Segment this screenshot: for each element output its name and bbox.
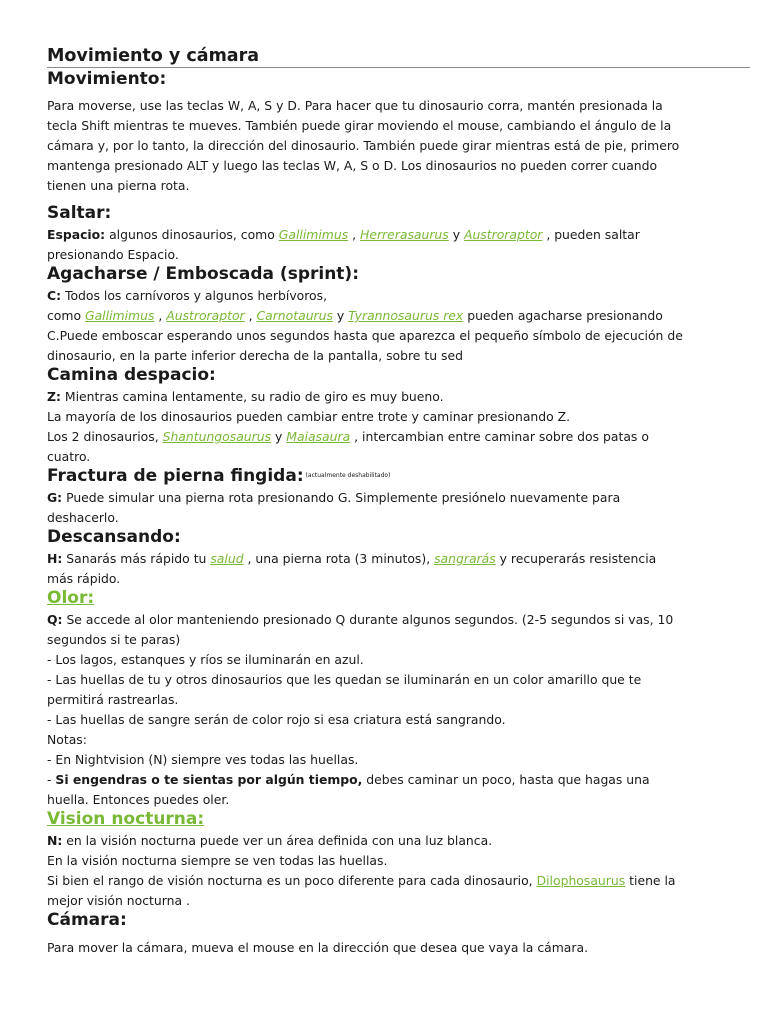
olor-text: Se accede al olor manteniendo presionado Q durante algunos segundos. (2-5 segundos si vas, 10 [62,612,674,627]
separator: , [154,308,167,323]
link-carnotaurus[interactable]: Carnotaurus [256,308,333,323]
agacharse-line-4: dinosaurio, en la parte inferior derecha de la pantalla, sobre tu sed [47,348,463,363]
agacharse-pre: como [47,308,85,323]
fractura-text: Puede simular una pierna rota presionando G. Simplemente presiónelo nuevamente para [62,490,621,505]
agacharse-post: pueden agacharse presionando [463,308,663,323]
fractura-line-2: deshacerlo. [47,510,119,525]
separator: y [448,227,464,242]
vision-line-4: mejor visión nocturna . [47,893,190,908]
heading-descansando: Descansando: [47,527,181,547]
link-austroraptor[interactable]: Austroraptor [463,227,543,242]
olor-line-6: - Las huellas de sangre serán de color rojo si esa criatura está sangrando. [47,712,506,727]
vision-line-1 [47,831,492,851]
link-maiasaura[interactable]: Maiasaura [286,429,351,444]
separator: y [271,429,287,444]
olor-bold: Si engendras o te sientas por algún tiempo, [55,772,363,787]
olor-line-10: huella. Entonces puedes oler. [47,792,230,807]
camina-line-3 [47,427,649,447]
olor-line-9 [47,770,650,790]
movimiento-line-5: tienen una pierna rota. [47,178,190,193]
olor-line-4: - Las huellas de tu y otros dinosaurios que les quedan se iluminarán en un color amarillo que te [47,672,642,687]
link-salud[interactable]: salud [210,551,244,566]
agacharse-text: Todos los carnívoros y algunos herbívoros, [61,288,328,303]
agacharse-line-2 [47,306,663,326]
key-c: C: [47,288,62,303]
descansando-pre: Sanarás más rápido tu [62,551,211,566]
heading-agacharse: Agacharse / Emboscada (sprint): [47,264,359,284]
vision-line-2: En la visión nocturna siempre se ven todas las huellas. [47,853,388,868]
descansando-line-1 [47,549,656,569]
vision-pre: Si bien el rango de visión nocturna es un poco diferente para cada dinosaurio, [47,873,537,888]
heading-fractura [47,465,390,487]
vision-text: en la visión nocturna puede ver un área definida con una luz blanca. [62,833,493,848]
separator: y [332,308,349,323]
olor-line-5: permitirá rastrearlas. [47,692,179,707]
agacharse-line-1 [47,286,327,306]
link-shantungosaurus[interactable]: Shantungosaurus [162,429,272,444]
heading-camara: Cámara: [47,910,127,930]
link-dilophosaurus[interactable]: Dilophosaurus [536,873,626,888]
saltar-text-end: , pueden saltar [542,227,640,242]
link-tyrannosaurus-rex[interactable]: Tyrannosaurus rex [348,308,464,323]
movimiento-line-1: Para moverse, use las teclas W, A, S y D. Para hacer que tu dinosaurio corra, mantén presionada la [47,98,663,113]
camina-line-1 [47,387,444,407]
descansando-post: y recuperarás resistencia [495,551,657,566]
saltar-line-2: presionando Espacio. [47,247,179,262]
descansando-mid: , una pierna rota (3 minutos), [243,551,435,566]
fractura-heading-text: Fractura de pierna fingida [47,466,297,486]
fractura-line-1 [47,488,620,508]
olor-line-8: - En Nightvision (N) siempre ves todas las huellas. [47,752,359,767]
key-g: G: [47,490,63,505]
heading-olor[interactable]: Olor: [47,588,95,608]
camina-post: , intercambian entre caminar sobre dos patas o [350,429,649,444]
movimiento-line-2: tecla Shift mientras te mueves. También puede girar moviendo el mouse, cambiando el ángulo de la [47,118,672,133]
fractura-colon: : [296,466,304,486]
saltar-line-1 [47,225,640,245]
saltar-text: algunos dinosaurios, como [105,227,279,242]
link-herrerasaurus[interactable]: Herrerasaurus [360,227,449,242]
olor-line-2: segundos si te paras) [47,632,181,647]
page-title: Movimiento y cámara [47,45,750,68]
heading-camina-despacio: Camina despacio: [47,365,216,385]
key-z: Z: [47,389,61,404]
olor-rest: debes caminar un poco, hasta que hagas una [362,772,650,787]
heading-saltar: Saltar: [47,203,112,223]
link-sangraras[interactable]: sangrarás [434,551,496,566]
separator: , [244,308,257,323]
link-gallimimus-2[interactable]: Gallimimus [84,308,155,323]
agacharse-line-3: C.Puede emboscar esperando unos segundos hasta que aparezca el pequeño símbolo de ejecución de [47,328,683,343]
vision-line-3 [47,871,676,891]
camina-text: Mientras camina lentamente, su radio de giro es muy bueno. [60,389,444,404]
key-h: H: [47,551,63,566]
fractura-note: (actualmente deshabilitado) [303,472,391,479]
dash: - [47,772,56,787]
link-austroraptor-2[interactable]: Austroraptor [166,308,245,323]
key-q: Q: [47,612,63,627]
separator: , [348,227,360,242]
link-gallimimus[interactable]: Gallimimus [278,227,349,242]
camara-line-1: Para mover la cámara, mueva el mouse en la dirección que desea que vaya la cámara. [47,940,589,955]
camina-line-2: La mayoría de los dinosaurios pueden cambiar entre trote y caminar presionando Z. [47,409,571,424]
olor-line-3: - Los lagos, estanques y ríos se iluminarán en azul. [47,652,364,667]
camina-pre: Los 2 dinosaurios, [47,429,163,444]
heading-vision-nocturna[interactable]: Vision nocturna: [47,809,205,829]
heading-movimiento: Movimiento: [47,69,167,89]
olor-line-1 [47,610,673,630]
key-espacio: Espacio: [47,227,106,242]
descansando-line-2: más rápido. [47,571,121,586]
key-n: N: [47,833,63,848]
olor-line-7: Notas: [47,732,87,747]
movimiento-line-4: mantenga presionado ALT y luego las teclas W, A, S o D. Los dinosaurios no pueden correr cuando [47,158,658,173]
camina-line-4: cuatro. [47,449,91,464]
movimiento-line-3: cámara y, por lo tanto, la dirección del dinosaurio. También puede girar mientras está de pie, primero [47,138,680,153]
vision-post: tiene la [625,873,676,888]
